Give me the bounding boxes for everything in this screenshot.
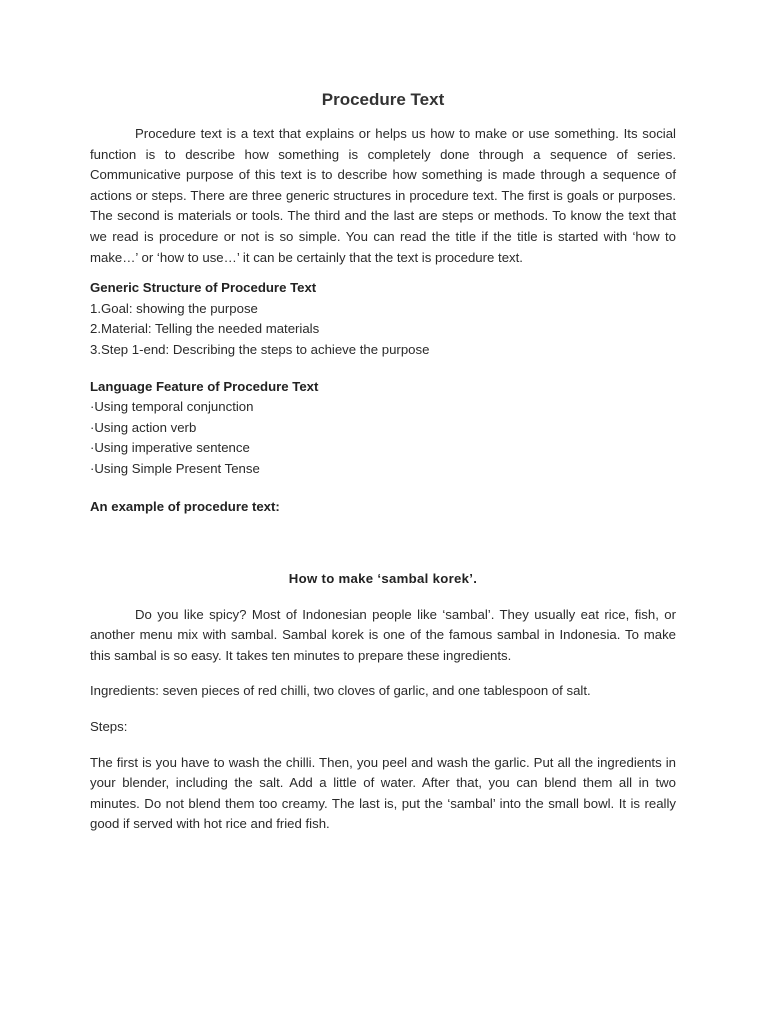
intro-paragraph: Procedure text is a text that explains or helps us how to make or use something. Its social function is to describe how something is completely done through a sequence of series. Communicative purpose of this text is to describe how something is made through a sequence of actions or steps. There are three generic structures in procedure text. The first is goals or purposes. The second is materials or tools. The third and the last are steps or methods. To know the text that we read is procedure or not is so simple. You can read the title if the title is started with ‘how to make…’ or ‘how to use…’ it can be certainly that the text is procedure text.: [90, 126, 676, 265]
language-feature-heading: Language Feature of Procedure Text: [90, 378, 319, 394]
recipe-intro-paragraph: Do you like spicy? Most of Indonesian people like ‘sambal’. They usually eat rice, fish, or another menu mix with sambal. Sambal korek is one of the famous sambal in Indonesia. To make this sambal is so easy. It takes ten minutes to prepare these ingredients.: [90, 606, 676, 663]
generic-structure-heading: Generic Structure of Procedure Text: [90, 280, 317, 296]
ingredients-paragraph: Ingredients: seven pieces of red chilli, two cloves of garlic, and one tablespoon of salt.: [90, 683, 591, 699]
list-item: ·Using action verb: [90, 419, 197, 435]
language-feature-list: [90, 397, 676, 479]
list-item: ·Using imperative sentence: [90, 440, 250, 456]
list-item: 1.Goal: showing the purpose: [90, 300, 258, 316]
list-item: ·Using temporal conjunction: [90, 399, 254, 415]
page-title: Procedure Text: [321, 90, 445, 109]
steps-label: Steps:: [90, 719, 128, 735]
example-heading: An example of procedure text:: [90, 498, 280, 514]
document-page: [90, 88, 676, 835]
steps-paragraph: The first is you have to wash the chilli. Then, you peel and wash the garlic. Put all the ingredients in your blender, including the salt. Add a little of water. After that, you can blend them all in two minutes. Do not blend them too creamy. The last is, put the ‘sambal’ into the small bowl. It is really good if served with hot rice and fried fish.: [90, 754, 676, 832]
list-item: ·Using Simple Present Tense: [90, 460, 260, 476]
recipe-title: How to make ‘sambal korek’.: [288, 571, 478, 587]
list-item: 2.Material: Telling the needed materials: [90, 321, 320, 337]
generic-structure-list: [90, 299, 676, 361]
list-item: 3.Step 1-end: Describing the steps to achieve the purpose: [90, 341, 430, 357]
